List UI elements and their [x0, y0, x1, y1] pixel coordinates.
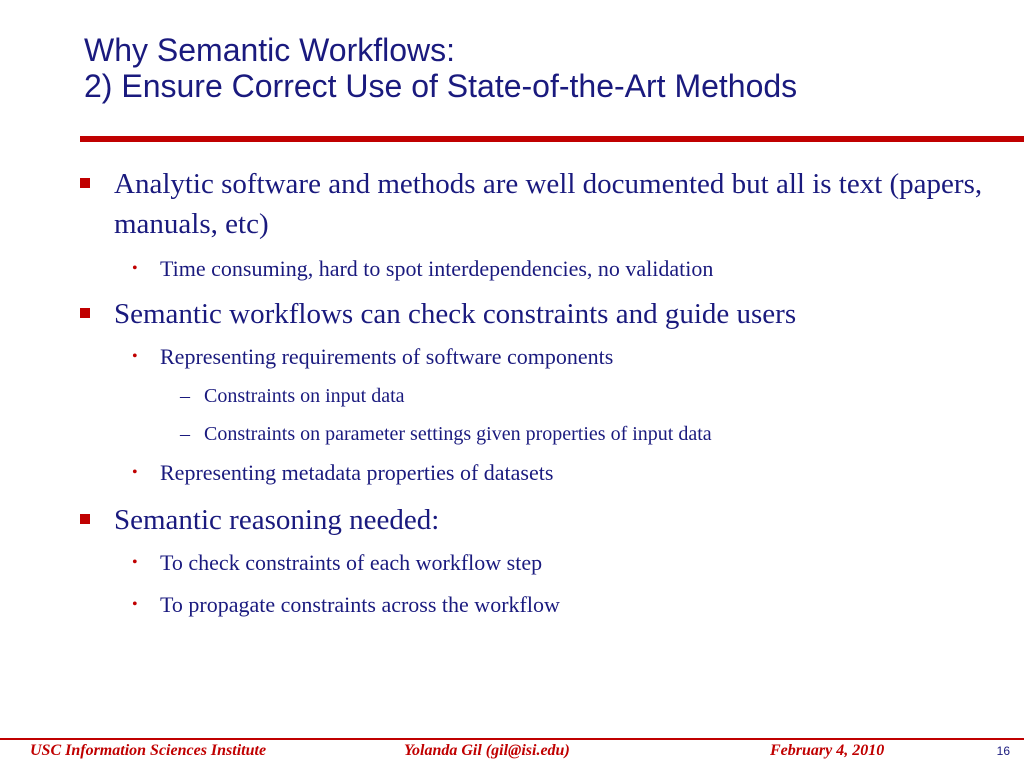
- bullet-2-1-1: [180, 382, 1004, 410]
- bullet-3-2: [132, 590, 1010, 620]
- bullet-3-1-text: To check constraints of each workflow step: [160, 550, 543, 575]
- bullet-2-1: [132, 342, 1010, 372]
- dot-bullet-icon: •: [132, 260, 138, 277]
- bullet-2-1-2: [180, 420, 1004, 448]
- bullet-2-text: Semantic workflows can check constraints and guide users: [114, 298, 797, 330]
- bullet-2: [114, 294, 1004, 334]
- footer-divider: [0, 738, 1024, 740]
- bullet-3-text: Semantic reasoning needed:: [114, 504, 440, 536]
- bullet-3: [114, 500, 1004, 540]
- bullet-2-1-text: Representing requirements of software components: [160, 344, 614, 369]
- footer-author: Yolanda Gil (gil@isi.edu): [404, 742, 570, 759]
- bullet-1-1-text: Time consuming, hard to spot interdependencies, no validation: [160, 256, 714, 281]
- footer-institute: USC Information Sciences Institute: [30, 742, 267, 759]
- slide-title: [84, 32, 1004, 104]
- dot-bullet-icon: •: [132, 348, 138, 365]
- bullet-1-text: Analytic software and methods are well documented but all is text (papers, manuals, etc): [114, 168, 983, 240]
- dash-bullet-icon: –: [180, 423, 190, 445]
- square-bullet-icon: [80, 514, 90, 524]
- dot-bullet-icon: •: [132, 554, 138, 571]
- bullet-1-1: [132, 254, 1010, 284]
- dash-bullet-icon: –: [180, 385, 190, 407]
- square-bullet-icon: [80, 178, 90, 188]
- bullet-2-2-text: Representing metadata properties of datasets: [160, 460, 554, 485]
- title-divider: [80, 136, 1024, 142]
- dot-bullet-icon: •: [132, 596, 138, 613]
- bullet-3-1: [132, 548, 1010, 578]
- page-number: 16: [996, 744, 1010, 758]
- bullet-3-2-text: To propagate constraints across the workflow: [160, 592, 560, 617]
- square-bullet-icon: [80, 308, 90, 318]
- title-line-1: Why Semantic Workflows:: [84, 32, 456, 68]
- bullet-2-1-1-text: Constraints on input data: [204, 385, 405, 407]
- bullet-2-1-2-text: Constraints on parameter settings given properties of input data: [204, 423, 712, 445]
- footer-date: February 4, 2010: [770, 742, 885, 759]
- bullet-1: [114, 164, 1004, 244]
- dot-bullet-icon: •: [132, 464, 138, 481]
- bullet-2-2: [132, 458, 1010, 488]
- title-line-2: 2) Ensure Correct Use of State-of-the-Art Methods: [84, 68, 798, 104]
